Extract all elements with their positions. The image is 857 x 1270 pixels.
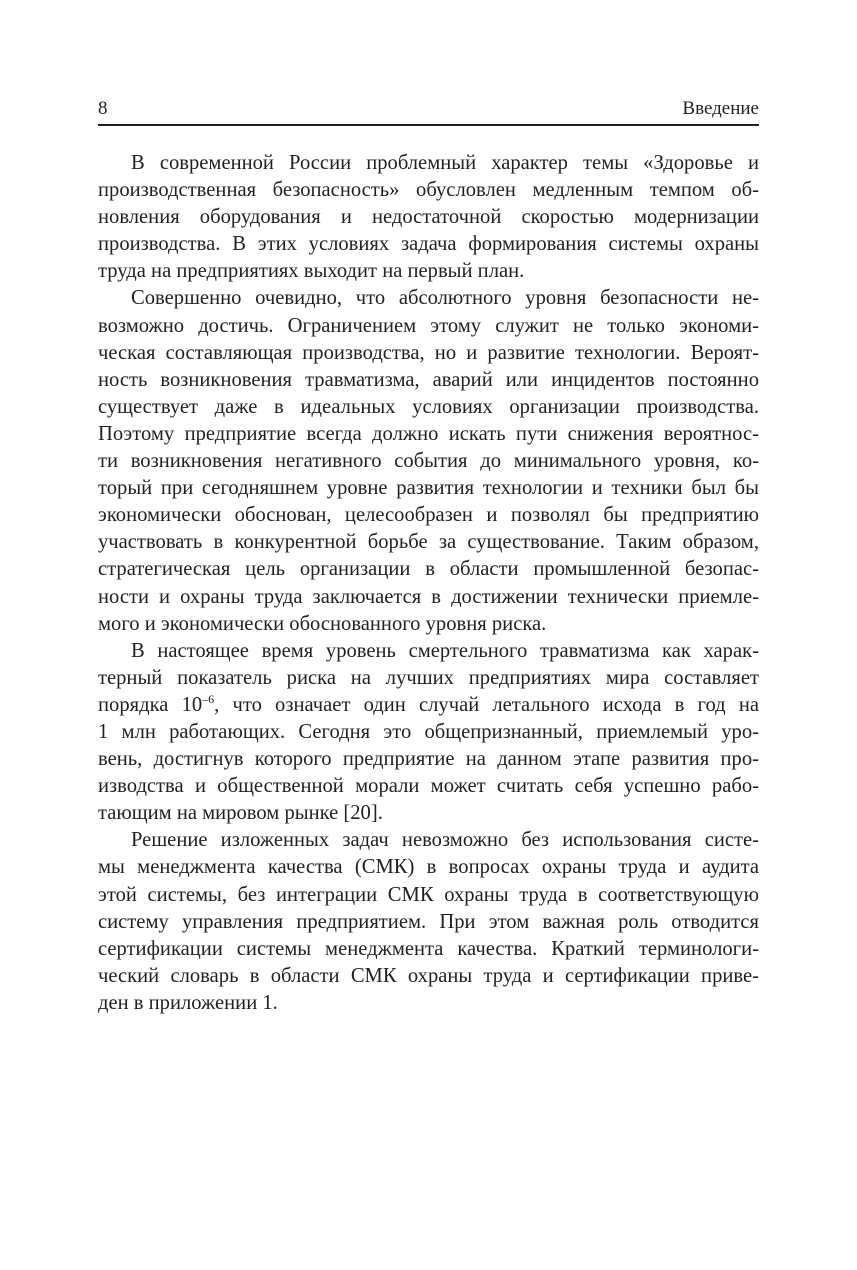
section-title: Введение	[682, 98, 759, 119]
text-line-with-superscript	[98, 692, 759, 719]
text-line: стратегическая цель организации в области промышленной безопас-	[98, 558, 759, 581]
text-line: новления оборудования и недостаточной скоростью модернизации	[98, 206, 759, 229]
paragraph	[98, 285, 759, 637]
body-text	[98, 150, 759, 1017]
text-line: торый при сегодняшнем уровне развития технологии и техники был бы	[98, 477, 759, 500]
paragraph	[98, 638, 759, 828]
page-number: 8	[98, 98, 108, 119]
text-line: мого и экономически обоснованного уровня риска.	[98, 612, 547, 635]
text-line: ность возникновения травматизма, аварий или инцидентов постоянно	[98, 368, 759, 391]
text-line: Решение изложенных задач невозможно без использования систе-	[131, 829, 759, 852]
text-line: производственная безопасность» обусловлен медленным темпом об-	[98, 179, 759, 202]
text-line: возможно достичь. Ограничением этому служит не только экономи-	[98, 314, 759, 337]
text-line: экономически обоснован, целесообразен и позволял бы предприятию	[98, 504, 759, 527]
text-line: производства. В этих условиях задача формирования системы охраны	[98, 233, 759, 256]
text-line: изводства и общественной морали может считать себя успешно рабо-	[98, 775, 759, 798]
text-line: вень, достигнув которого предприятие на данном этапе развития про-	[98, 748, 759, 771]
text-line: ти возникновения негативного события до минимального уровня, ко-	[98, 450, 759, 473]
text-line: сертификации системы менеджмента качества. Краткий терминологи-	[98, 937, 759, 960]
text-line: существует даже в идеальных условиях организации производства.	[98, 395, 759, 418]
exponent: –6	[202, 691, 215, 706]
text-line: ческая составляющая производства, но и развитие технологии. Вероят-	[98, 341, 759, 364]
paragraph	[98, 827, 759, 1017]
text-line: систему управления предприятием. При этом важная роль отводится	[98, 910, 759, 933]
text-line: терный показатель риска на лучших предприятиях мира составляет	[98, 666, 759, 689]
text-line: ческий словарь в области СМК охраны труда и сертификации приве-	[98, 964, 759, 987]
text-line: этой системы, без интеграции СМК охраны труда в соответствующую	[98, 883, 759, 906]
text-line: В современной России проблемный характер темы «Здоровье и	[131, 152, 759, 174]
text-line: ности и охраны труда заключается в достижении технически приемле-	[98, 585, 759, 608]
text-line: труда на предприятиях выходит на первый план.	[98, 260, 525, 283]
text-line: мы менеджмента качества (СМК) в вопросах охраны труда и аудита	[98, 856, 759, 879]
text-line: ден в приложении 1.	[98, 991, 278, 1014]
paragraph	[98, 150, 759, 285]
text-line: Поэтому предприятие всегда должно искать пути снижения вероятнос-	[98, 422, 759, 445]
running-header	[98, 94, 759, 126]
text-line: участвовать в конкурентной борьбе за существование. Таким образом,	[98, 531, 759, 554]
text-line: 1 млн работающих. Сегодня это общепризнанный, приемлемый уро-	[98, 720, 759, 743]
text-fragment: , что означает один случай летального исхода в год на	[214, 693, 759, 716]
text-line: Совершенно очевидно, что абсолютного уровня безопасности не-	[131, 287, 759, 310]
text-fragment: порядка 10	[98, 693, 203, 716]
text-line: В настоящее время уровень смертельного травматизма как харак-	[131, 639, 759, 662]
text-line: тающим на мировом рынке [20].	[98, 802, 383, 825]
